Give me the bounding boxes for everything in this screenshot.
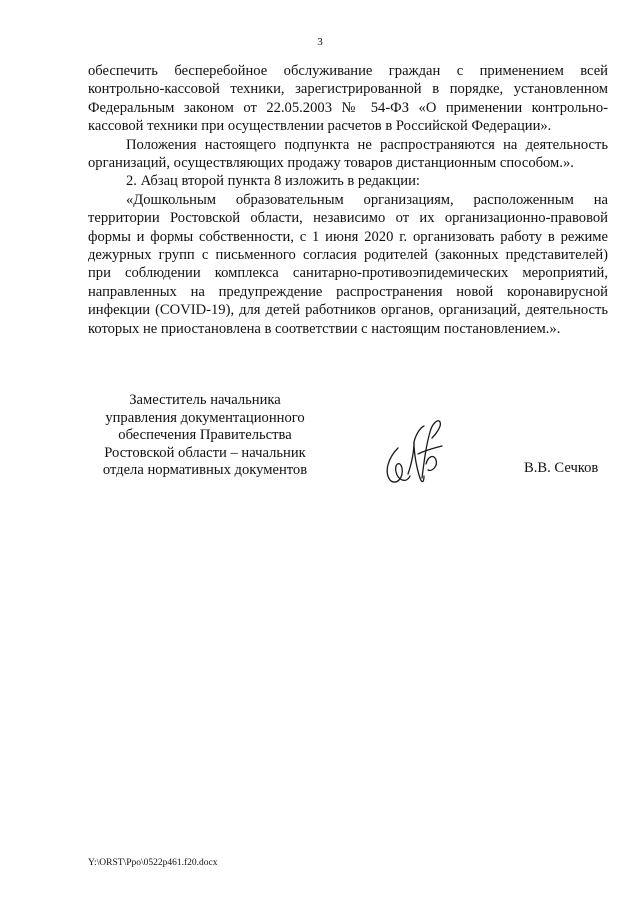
paragraph-amendment-text: «Дошкольным образовательным организациям, расположенным на территории Ростовской области, независимо от их организационно-правовой формы и формы собственности, с 1 июня 2020 г. организовать работу в режиме дежурных групп с письменного согласия родителей (законных представителей) при соблюдении комплекса санитарно-противоэпидемических мероприятий, направленных на предупреждение распространения новой коронавирусной инфекции (COVID-19), для детей работников органов, организаций, деятельность которых не приостановлена в соответствии с настоящим постановлением.». xyxy=(88,191,608,337)
paragraph-exception: Положения настоящего подпункта не распространяются на деятельность организаций, осуществляющих продажу товаров дистанционным способом.». xyxy=(88,136,608,172)
handwritten-signature xyxy=(378,408,448,494)
signatory-position-line: обеспечения Правительства xyxy=(118,427,292,444)
page-number: 3 xyxy=(317,36,323,48)
signatory-position-line: Ростовской области – начальник xyxy=(104,444,306,461)
document-body xyxy=(88,62,608,338)
paragraph-amendment-point: 2. Абзац второй пункта 8 изложить в редакции: xyxy=(126,173,420,190)
signatory-position-line: Заместитель начальника xyxy=(129,392,281,408)
signatory-position xyxy=(88,392,322,480)
signatory-position-line: управления документационного xyxy=(105,409,305,426)
signatory-position-line: отдела нормативных документов xyxy=(102,462,308,479)
signatory-name: В.В. Сечков xyxy=(524,460,599,476)
paragraph-continuation: обеспечить бесперебойное обслуживание граждан с применением всей контрольно-кассовой техники, зарегистрированной в порядке, установленном Федеральным законом от 22.05.2003 № 54-ФЗ «О применении контрольно-кассовой техники при осуществлении расчетов в Российской Федерации». xyxy=(88,63,608,135)
file-path-footer: Y:\ORST\Ppo\0522p461.f20.docx xyxy=(88,858,218,868)
